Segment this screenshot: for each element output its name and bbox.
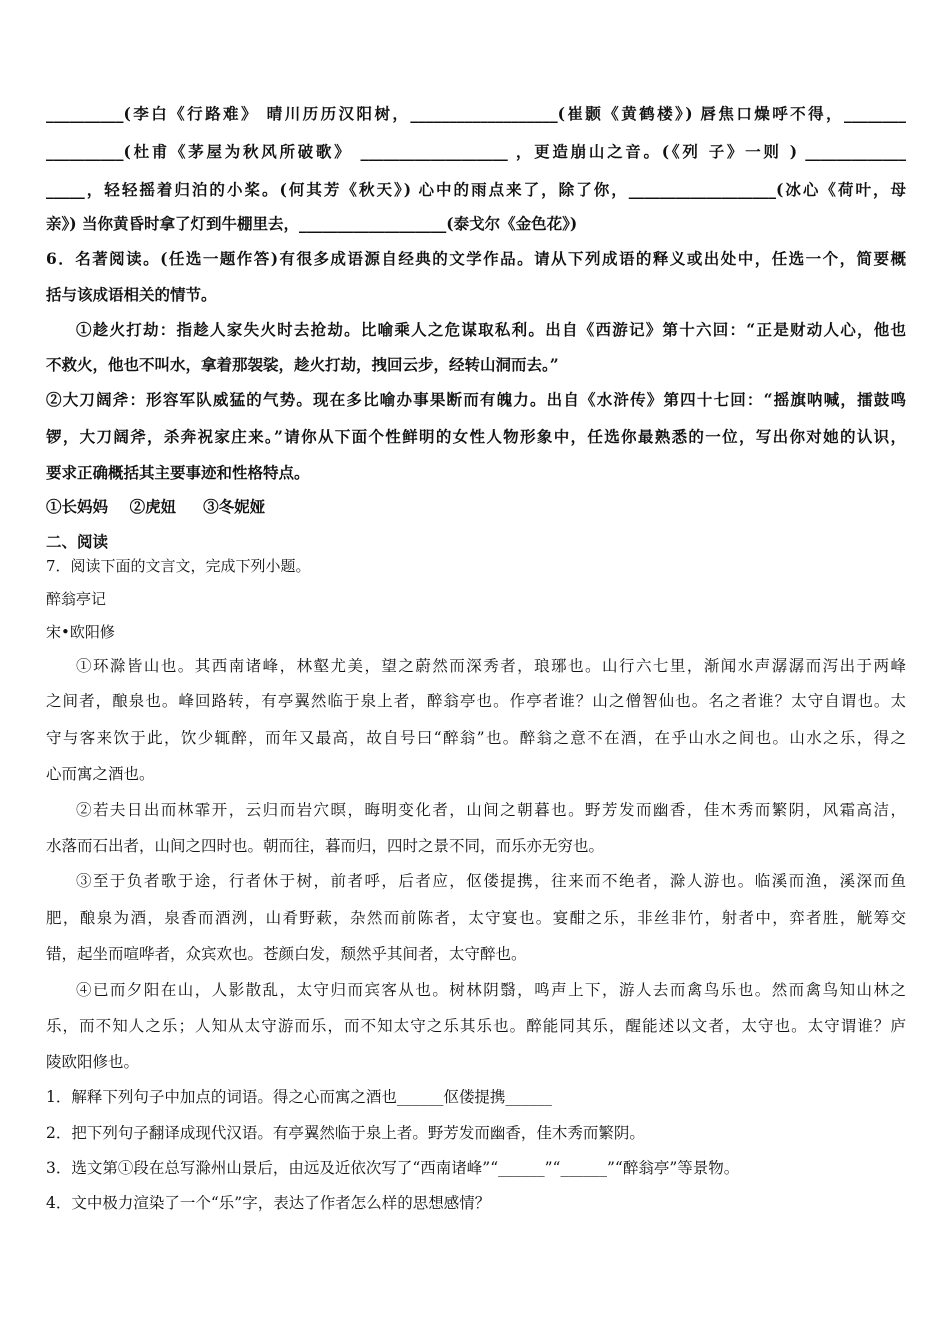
essay-author: 宋•欧阳修 bbox=[46, 623, 115, 641]
idiom-2-line-1: ②大刀阔斧：形容军队威猛的气势。现在多比喻办事果断而有魄力。出自《水浒传》第四十七回：“摇旗呐喊，擂鼓鸣 bbox=[46, 390, 906, 409]
paragraph-1-line-1: ①环滁皆山也。其西南诸峰，林壑尤美，望之蔚然而深秀者，琅琊也。山行六七里，渐闻水声潺潺而泻出于两峰 bbox=[76, 657, 906, 675]
question-7-prompt: 7．阅读下面的文言文，完成下列小题。 bbox=[46, 557, 311, 575]
paragraph-4-line-3: 陵欧阳修也。 bbox=[46, 1053, 140, 1071]
sub-question-3: 3．选文第①段在总写滁州山景后，由远及近依次写了“西南诸峰”“______”“______”“醉翁亭”等景物。 bbox=[46, 1159, 740, 1177]
question-6-prompt-line-2: 括与该成语相关的情节。 bbox=[46, 285, 217, 304]
idiom-2-line-3: 要求正确概括其主要事迹和性格特点。 bbox=[46, 463, 310, 482]
paragraph-3-line-2: 肥，酿泉为酒，泉香而酒洌，山肴野蔌，杂然而前陈者，太守宴也。宴酣之乐，非丝非竹，射者中，弈者胜，觥筹交 bbox=[46, 909, 906, 927]
poem-fill-line-4: 亲》) 当你黄昏时拿了灯到牛棚里去，___________________(泰戈尔《金色花》) bbox=[46, 214, 578, 233]
paragraph-2-line-1: ②若夫日出而林霏开，云归而岩穴暝，晦明变化者，山间之朝暮也。野芳发而幽香，佳木秀而繁阴，风霜高洁， bbox=[76, 801, 906, 819]
paragraph-3-line-3: 错，起坐而喧哗者，众宾欢也。苍颜白发，颓然乎其间者，太守醉也。 bbox=[46, 945, 527, 963]
paragraph-1-line-4: 心而寓之酒也。 bbox=[46, 765, 155, 783]
character-options: ①长妈妈 ②虎妞 ③冬妮娅 bbox=[46, 497, 266, 516]
section-heading-reading: 二、阅读 bbox=[46, 532, 109, 551]
poem-fill-line-3: _____，轻轻摇着归泊的小桨。(何其芳《秋天》) 心中的雨点来了，除了你，___________________(冰心《荷叶，母 bbox=[46, 180, 906, 199]
essay-title: 醉翁亭记 bbox=[46, 590, 107, 608]
question-6-prompt-line-1: 6．名著阅读。(任选一题作答)有很多成语源自经典的文学作品。请从下列成语的释义或出处中，任选一个，简要概 bbox=[46, 249, 906, 268]
paragraph-2-line-2: 水落而石出者，山间之四时也。朝而往，暮而归，四时之景不同，而乐亦无穷也。 bbox=[46, 837, 605, 855]
sub-question-2: 2．把下列句子翻译成现代汉语。有亭翼然临于泉上者。野芳发而幽香，佳木秀而繁阴。 bbox=[46, 1124, 645, 1142]
paragraph-1-line-3: 守与客来饮于此，饮少辄醉，而年又最高，故自号曰“醉翁”也。醉翁之意不在酒，在乎山水之间也。山水之乐，得之 bbox=[46, 729, 906, 747]
paragraph-3-line-1: ③至于负者歌于途，行者休于树，前者呼，后者应，伛偻提携，往来而不绝者，滁人游也。临溪而渔，溪深而鱼 bbox=[76, 872, 906, 890]
idiom-1-line-2: 不救火，他也不叫水，拿着那袈裟，趁火打劫，拽回云步，经转山洞而去。” bbox=[46, 355, 559, 374]
poem-fill-line-2: __________(杜甫《茅屋为秋风所破歌》 ___________________ ，更造崩山之音。(《列 子》一则 ) _____________ bbox=[46, 142, 906, 161]
sub-question-1: 1．解释下列句子中加点的词语。得之心而寓之酒也______伛偻提携______ bbox=[46, 1088, 552, 1106]
poem-fill-line-1: __________(李白《行路难》 晴川历历汉阳树，___________________(崔颢《黄鹤楼》) 唇焦口燥呼不得，________ bbox=[46, 104, 906, 123]
paragraph-1-line-2: 之间者，酿泉也。峰回路转，有亭翼然临于泉上者，醉翁亭也。作亭者谁？山之僧智仙也。名之者谁？太守自谓也。太 bbox=[46, 692, 906, 710]
idiom-2-line-2: 锣，大刀阔斧，杀奔祝家庄来。”请你从下面个性鲜明的女性人物形象中，任选你最熟悉的一位，写出你对她的认识， bbox=[46, 427, 906, 446]
paragraph-4-line-1: ④已而夕阳在山，人影散乱，太守归而宾客从也。树林阴翳，鸣声上下，游人去而禽鸟乐也。然而禽鸟知山林之 bbox=[76, 981, 906, 999]
sub-question-4: 4．文中极力渲染了一个“乐”字，表达了作者怎么样的思想感情？ bbox=[46, 1194, 491, 1212]
paragraph-4-line-2: 乐，而不知人之乐；人知从太守游而乐，而不知太守之乐其乐也。醉能同其乐，醒能述以文者，太守也。太守谓谁？庐 bbox=[46, 1017, 906, 1035]
idiom-1-line-1: ①趁火打劫：指趁人家失火时去抢劫。比喻乘人之危谋取私利。出自《西游记》第十六回：“正是财动人心，他也 bbox=[76, 320, 906, 339]
